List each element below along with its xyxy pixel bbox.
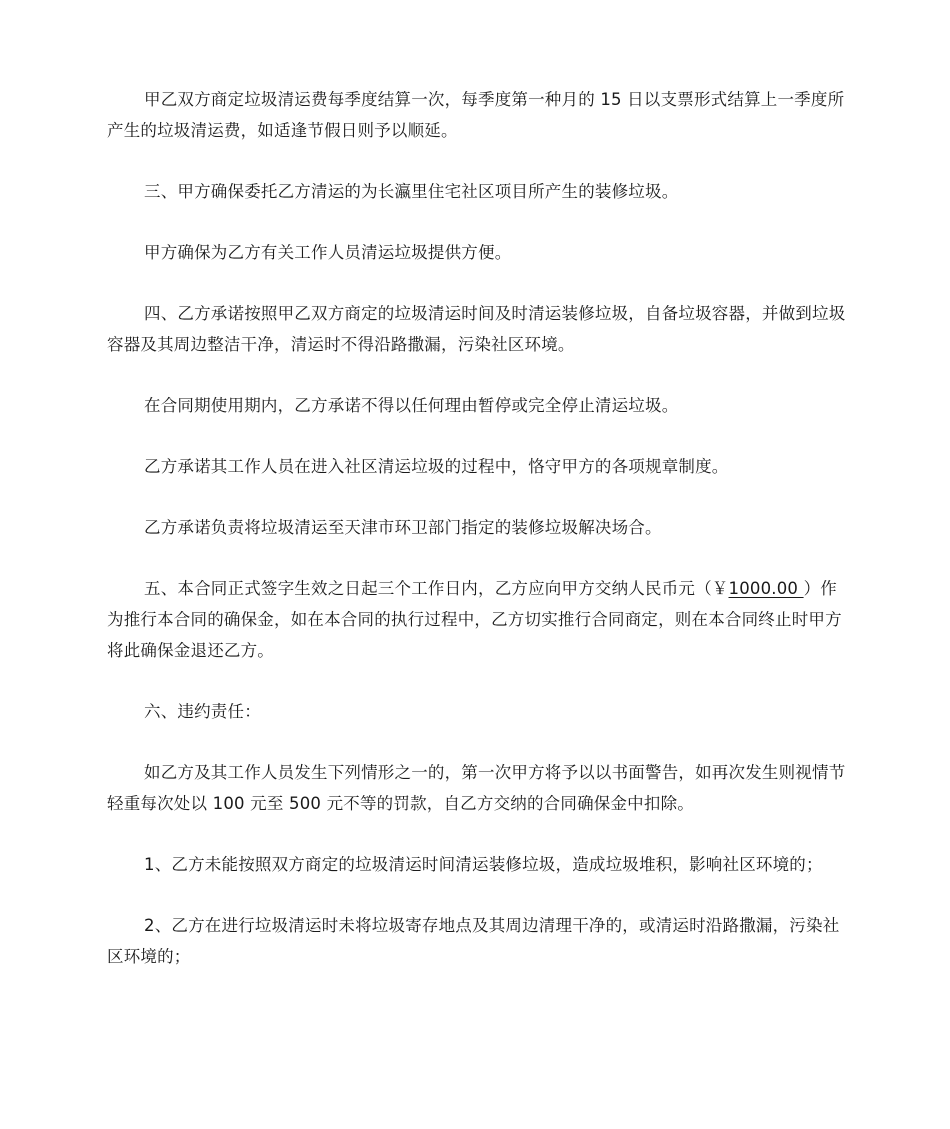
paragraph-rules-compliance: 乙方承诺其工作人员在进入社区清运垃圾的过程中，恪守甲方的各项规章制度。 xyxy=(144,457,729,476)
deposit-text-after: ）作为推行本合同的确保金，如在本合同的执行过程中，乙方切实推行合同商定，则在本合同终止时甲方将此确保金退还乙方。 xyxy=(107,579,842,660)
paragraph-fee-settlement: 甲乙双方商定垃圾清运费每季度结算一次，每季度第一种月的 15 日以支票形式结算上一季度所产生的垃圾清运费，如适逢节假日则予以顺延。 xyxy=(107,90,845,140)
deposit-amount: 1000.00 xyxy=(728,579,804,598)
paragraph-penalty: 如乙方及其工作人员发生下列情形之一的，第一次甲方将予以以书面警告，如再次发生则视情节轻重每次处以 100 元至 500 元不等的罚款，自乙方交纳的合同确保金中扣除。 xyxy=(107,763,846,813)
paragraph-clause-5-deposit xyxy=(107,573,847,666)
paragraph-disposal-site: 乙方承诺负责将垃圾清运至天津市环卫部门指定的装修垃圾解决场合。 xyxy=(144,518,662,537)
document-page xyxy=(107,84,847,1002)
paragraph-clause-6-heading: 六、违约责任： xyxy=(144,702,261,721)
paragraph-clause-3: 三、甲方确保委托乙方清运的为长瀛里住宅社区项目所产生的装修垃圾。 xyxy=(144,182,679,201)
paragraph-clause-4: 四、乙方承诺按照甲乙双方商定的垃圾清运时间及时清运装修垃圾，自备垃圾容器，并做到垃圾容器及其周边整洁干净，清运时不得沿路撒漏，污染社区环境。 xyxy=(107,304,846,354)
paragraph-item-1: 1、乙方未能按照双方商定的垃圾清运时间清运装修垃圾，造成垃圾堆积，影响社区环境的； xyxy=(144,855,823,874)
deposit-text-before: 五、本合同正式签字生效之日起三个工作日内，乙方应向甲方交纳人民币元（￥ xyxy=(144,579,729,598)
paragraph-no-suspension: 在合同期使用期内，乙方承诺不得以任何理由暂停或完全停止清运垃圾。 xyxy=(144,396,679,415)
paragraph-convenience: 甲方确保为乙方有关工作人员清运垃圾提供方便。 xyxy=(144,243,512,262)
paragraph-item-2: 2、乙方在进行垃圾清运时未将垃圾寄存地点及其周边清理干净的，或清运时沿路撒漏，污染社区环境的； xyxy=(107,916,840,966)
